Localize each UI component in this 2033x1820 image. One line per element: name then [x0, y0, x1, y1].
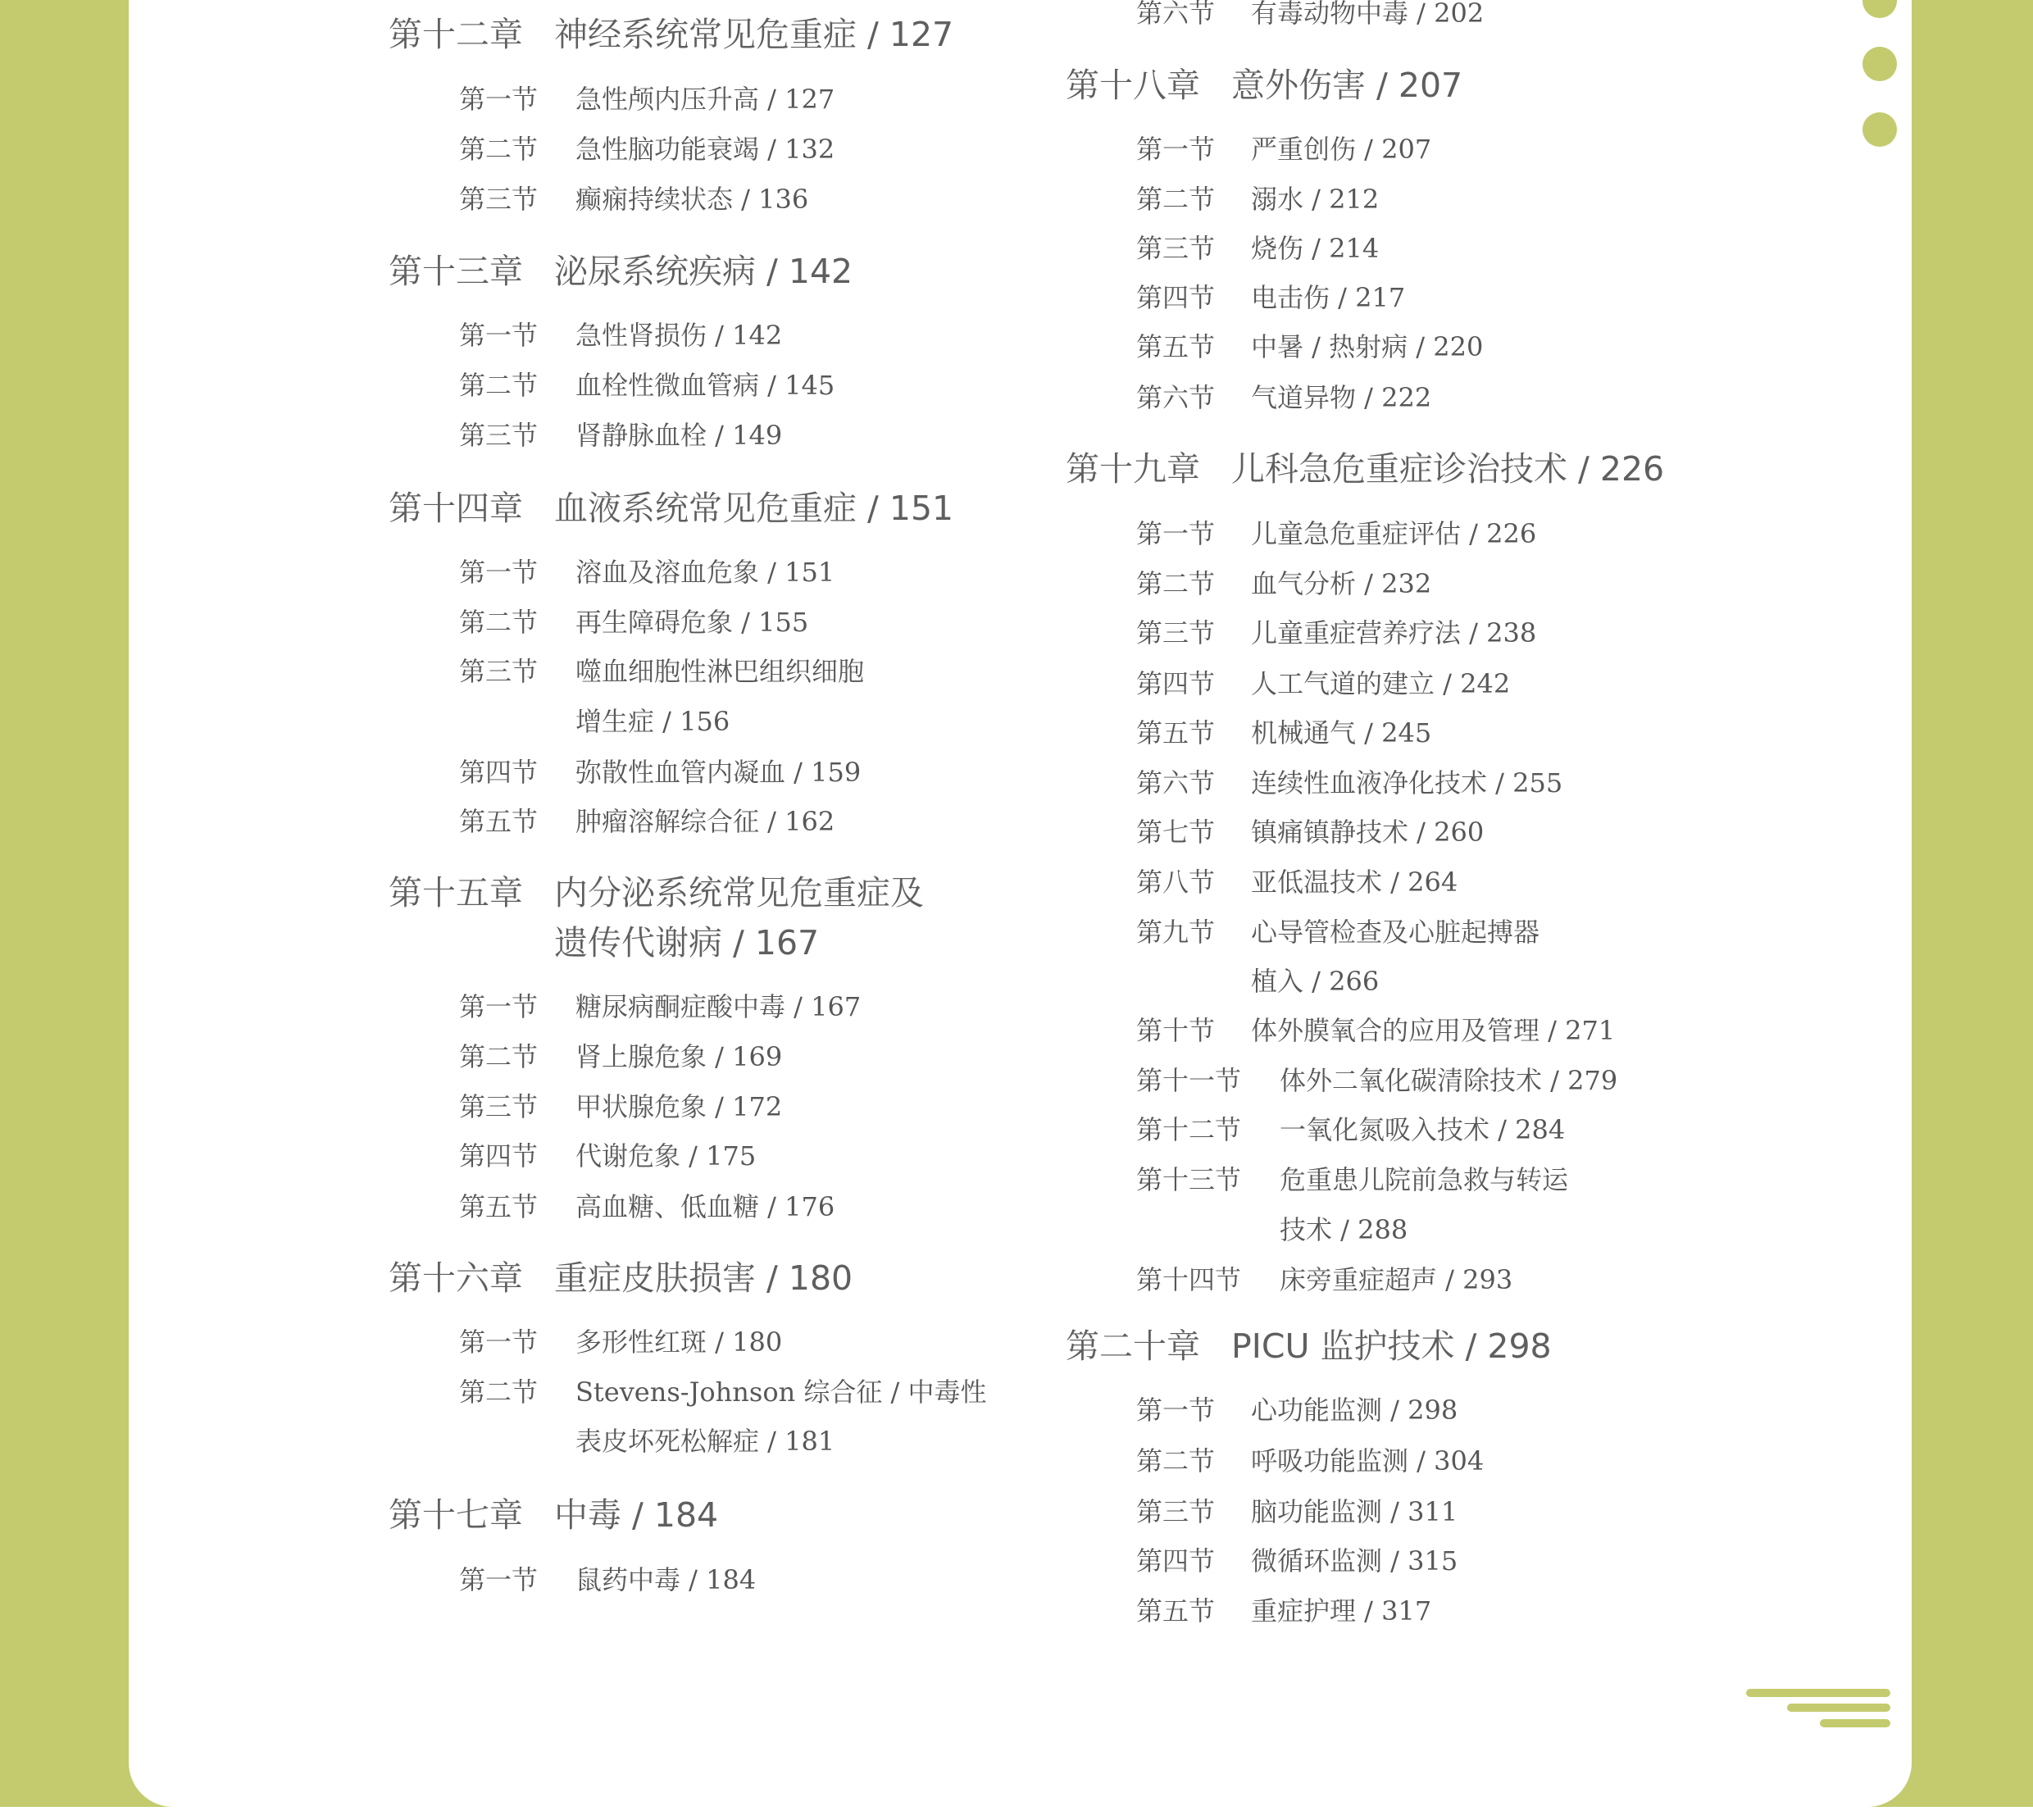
section-entry	[459, 420, 783, 451]
section-entry	[459, 320, 783, 351]
section-entry	[459, 1191, 835, 1222]
chapter-heading	[389, 1495, 719, 1535]
section-title: 急性脑功能衰竭 / 132	[575, 134, 835, 165]
section-number: 第一节	[459, 1326, 539, 1358]
section-title: 儿童重症营养疗法 / 238	[1251, 617, 1537, 648]
section-number: 第十二节	[1136, 1114, 1242, 1145]
section-entry	[1136, 917, 1540, 948]
section-title: 肿瘤溶解综合征 / 162	[575, 806, 835, 837]
section-number: 第一节	[459, 1564, 539, 1595]
section-entry	[1136, 1164, 1569, 1195]
section-title: 肾静脉血栓 / 149	[575, 420, 783, 451]
section-number: 第七节	[1136, 817, 1216, 848]
chapter-title: 中毒 / 184	[554, 1495, 719, 1535]
section-entry	[459, 1376, 987, 1408]
chapter-title: 内分泌系统常见危重症及	[554, 873, 924, 912]
section-title: 危重患儿院前急救与转运	[1280, 1164, 1569, 1195]
chapter-number: 第十九章	[1066, 449, 1200, 489]
chapter-heading	[389, 489, 954, 528]
chapter-heading	[1066, 449, 1665, 489]
chapter-number: 第十二章	[389, 15, 523, 54]
section-number: 第五节	[459, 1191, 539, 1222]
chapter-number: 第二十章	[1066, 1326, 1200, 1366]
section-title: 严重创伤 / 207	[1251, 134, 1432, 165]
section-entry	[1136, 1496, 1458, 1527]
section-number: 第三节	[459, 1091, 539, 1122]
section-entry	[1136, 1065, 1618, 1096]
section-number: 第一节	[459, 84, 539, 115]
section-number: 第八节	[1136, 867, 1216, 898]
section-entry	[1136, 282, 1406, 313]
chapter-title: PICU 监护技术 / 298	[1231, 1326, 1552, 1366]
section-number: 第五节	[459, 806, 539, 837]
section-number: 第一节	[1136, 1395, 1216, 1426]
section-number: 第二节	[459, 607, 539, 638]
section-title: 溺水 / 212	[1251, 184, 1380, 215]
section-number: 第三节	[1136, 617, 1216, 648]
section-entry	[1136, 668, 1511, 699]
section-title: 心功能监测 / 298	[1251, 1395, 1458, 1426]
section-title: 再生障碍危象 / 155	[575, 607, 809, 638]
section-title-continued: 增生症 / 156	[575, 706, 730, 737]
section-entry	[459, 84, 835, 115]
section-entry	[1136, 617, 1537, 648]
chapter-title-continued: 遗传代谢病 / 167	[554, 923, 820, 962]
decorative-dot	[1862, 112, 1897, 147]
section-number: 第四节	[1136, 282, 1216, 313]
section-title-continued: 植入 / 266	[1251, 966, 1380, 997]
chapter-number: 第十八章	[1066, 66, 1200, 105]
section-entry	[1136, 717, 1432, 748]
section-number: 第四节	[459, 1140, 539, 1172]
section-entry	[1136, 817, 1485, 848]
section-title: 微循环监测 / 315	[1251, 1545, 1458, 1577]
section-entry	[459, 184, 809, 215]
section-title: 肾上腺危象 / 169	[575, 1041, 783, 1072]
section-number: 第五节	[1136, 717, 1216, 748]
section-title: 高血糖、低血糖 / 176	[575, 1191, 835, 1222]
section-entry	[459, 991, 862, 1022]
section-title: 镇痛镇静技术 / 260	[1251, 817, 1485, 848]
chapter-heading	[389, 873, 924, 912]
section-entry	[1136, 1264, 1513, 1295]
section-entry	[459, 1091, 783, 1122]
chapter-title: 神经系统常见危重症 / 127	[554, 15, 954, 54]
section-title: 糖尿病酮症酸中毒 / 167	[575, 991, 862, 1022]
section-number: 第一节	[1136, 518, 1216, 549]
section-entry	[1136, 867, 1458, 898]
chapter-title: 血液系统常见危重症 / 151	[554, 489, 954, 528]
section-entry	[1136, 0, 1485, 29]
section-entry	[1136, 1445, 1485, 1476]
section-title: 中暑 / 热射病 / 220	[1251, 331, 1484, 362]
section-number: 第二节	[1136, 568, 1216, 599]
section-number: 第十节	[1136, 1015, 1216, 1046]
chapter-heading	[389, 1258, 853, 1298]
chapter-number: 第十三章	[389, 252, 523, 291]
section-entry	[459, 806, 835, 837]
section-number: 第二节	[1136, 1445, 1216, 1476]
section-number: 第三节	[1136, 233, 1216, 264]
section-number: 第十三节	[1136, 1164, 1242, 1195]
chapter-title: 泌尿系统疾病 / 142	[554, 252, 853, 291]
section-entry	[1136, 518, 1537, 549]
section-entry	[1136, 1015, 1616, 1046]
section-entry	[1136, 1545, 1458, 1577]
chapter-title: 重症皮肤损害 / 180	[554, 1258, 853, 1298]
section-title: 急性颅内压升高 / 127	[575, 84, 835, 115]
chapter-title: 儿科急危重症诊治技术 / 226	[1231, 449, 1665, 489]
section-number: 第一节	[459, 320, 539, 351]
decorative-dot	[1862, 47, 1897, 81]
section-entry	[459, 557, 835, 588]
section-number: 第四节	[459, 757, 539, 788]
section-title: 儿童急危重症评估 / 226	[1251, 518, 1537, 549]
section-title: 心导管检查及心脏起搏器	[1251, 917, 1540, 948]
chapter-heading	[389, 15, 954, 54]
section-number: 第三节	[459, 420, 539, 451]
section-title-continued: 表皮坏死松解症 / 181	[575, 1426, 835, 1457]
section-title: 亚低温技术 / 264	[1251, 867, 1458, 898]
chapter-number: 第十六章	[389, 1258, 523, 1298]
section-title: 机械通气 / 245	[1251, 717, 1432, 748]
section-title: 有毒动物中毒 / 202	[1251, 0, 1485, 29]
section-entry	[1136, 184, 1380, 215]
decorative-line	[1746, 1689, 1890, 1697]
chapter-heading	[1066, 1326, 1552, 1366]
section-entry	[1136, 767, 1563, 799]
section-entry	[459, 134, 835, 165]
section-number: 第十一节	[1136, 1065, 1242, 1096]
section-title: 气道异物 / 222	[1251, 382, 1432, 413]
section-title: Stevens-Johnson 综合征 / 中毒性	[575, 1376, 987, 1408]
section-entry	[1136, 331, 1484, 362]
section-title: 溶血及溶血危象 / 151	[575, 557, 835, 588]
section-entry	[459, 656, 865, 687]
section-title: 人工气道的建立 / 242	[1251, 668, 1511, 699]
section-number: 第六节	[1136, 382, 1216, 413]
section-number: 第一节	[459, 991, 539, 1022]
section-title: 血栓性微血管病 / 145	[575, 370, 835, 401]
chapter-number: 第十五章	[389, 873, 523, 912]
section-number: 第二节	[459, 1041, 539, 1072]
section-entry	[459, 1564, 757, 1595]
section-entry	[1136, 568, 1432, 599]
decorative-line	[1820, 1719, 1890, 1727]
chapter-heading	[1066, 66, 1463, 105]
section-entry	[1136, 134, 1432, 165]
section-title: 一氧化氮吸入技术 / 284	[1280, 1114, 1566, 1145]
section-number: 第三节	[459, 656, 539, 687]
section-entry	[459, 370, 835, 401]
section-title: 呼吸功能监测 / 304	[1251, 1445, 1485, 1476]
section-number: 第五节	[1136, 1595, 1216, 1627]
section-entry	[1136, 233, 1380, 264]
section-title: 烧伤 / 214	[1251, 233, 1380, 264]
section-number: 第二节	[459, 1376, 539, 1408]
section-entry	[1136, 382, 1432, 413]
section-entry	[459, 1326, 783, 1358]
section-title: 体外膜氧合的应用及管理 / 271	[1251, 1015, 1616, 1046]
section-title: 连续性血液净化技术 / 255	[1251, 767, 1563, 799]
chapter-heading	[389, 252, 853, 291]
section-number: 第九节	[1136, 917, 1216, 948]
section-title: 鼠药中毒 / 184	[575, 1564, 757, 1595]
section-number: 第十四节	[1136, 1264, 1242, 1295]
section-number: 第四节	[1136, 668, 1216, 699]
section-title: 脑功能监测 / 311	[1251, 1496, 1458, 1527]
section-title: 多形性红斑 / 180	[575, 1326, 783, 1358]
section-title: 弥散性血管内凝血 / 159	[575, 757, 862, 788]
section-entry	[1136, 1114, 1566, 1145]
chapter-number: 第十四章	[389, 489, 523, 528]
section-title: 急性肾损伤 / 142	[575, 320, 783, 351]
section-number: 第二节	[459, 370, 539, 401]
decorative-line	[1787, 1704, 1890, 1712]
section-title: 代谢危象 / 175	[575, 1140, 757, 1172]
section-number: 第六节	[1136, 767, 1216, 799]
chapter-number: 第十七章	[389, 1495, 523, 1535]
section-title: 甲状腺危象 / 172	[575, 1091, 783, 1122]
section-title: 癫痫持续状态 / 136	[575, 184, 809, 215]
section-entry	[459, 757, 862, 788]
section-title: 床旁重症超声 / 293	[1280, 1264, 1513, 1295]
section-title: 噬血细胞性淋巴组织细胞	[575, 656, 865, 687]
chapter-title: 意外伤害 / 207	[1231, 66, 1463, 105]
section-title-continued: 技术 / 288	[1280, 1214, 1408, 1245]
section-title: 重症护理 / 317	[1251, 1595, 1432, 1627]
section-entry	[1136, 1395, 1458, 1426]
section-number: 第一节	[1136, 134, 1216, 165]
section-entry	[1136, 1595, 1432, 1627]
section-entry	[459, 1041, 783, 1072]
section-number: 第六节	[1136, 0, 1216, 29]
section-number: 第五节	[1136, 331, 1216, 362]
section-number: 第三节	[459, 184, 539, 215]
section-title: 电击伤 / 217	[1251, 282, 1406, 313]
section-entry	[459, 1140, 757, 1172]
section-number: 第二节	[459, 134, 539, 165]
section-entry	[459, 607, 809, 638]
section-number: 第二节	[1136, 184, 1216, 215]
section-title: 血气分析 / 232	[1251, 568, 1432, 599]
section-number: 第三节	[1136, 1496, 1216, 1527]
section-number: 第四节	[1136, 1545, 1216, 1577]
section-title: 体外二氧化碳清除技术 / 279	[1280, 1065, 1618, 1096]
section-number: 第一节	[459, 557, 539, 588]
